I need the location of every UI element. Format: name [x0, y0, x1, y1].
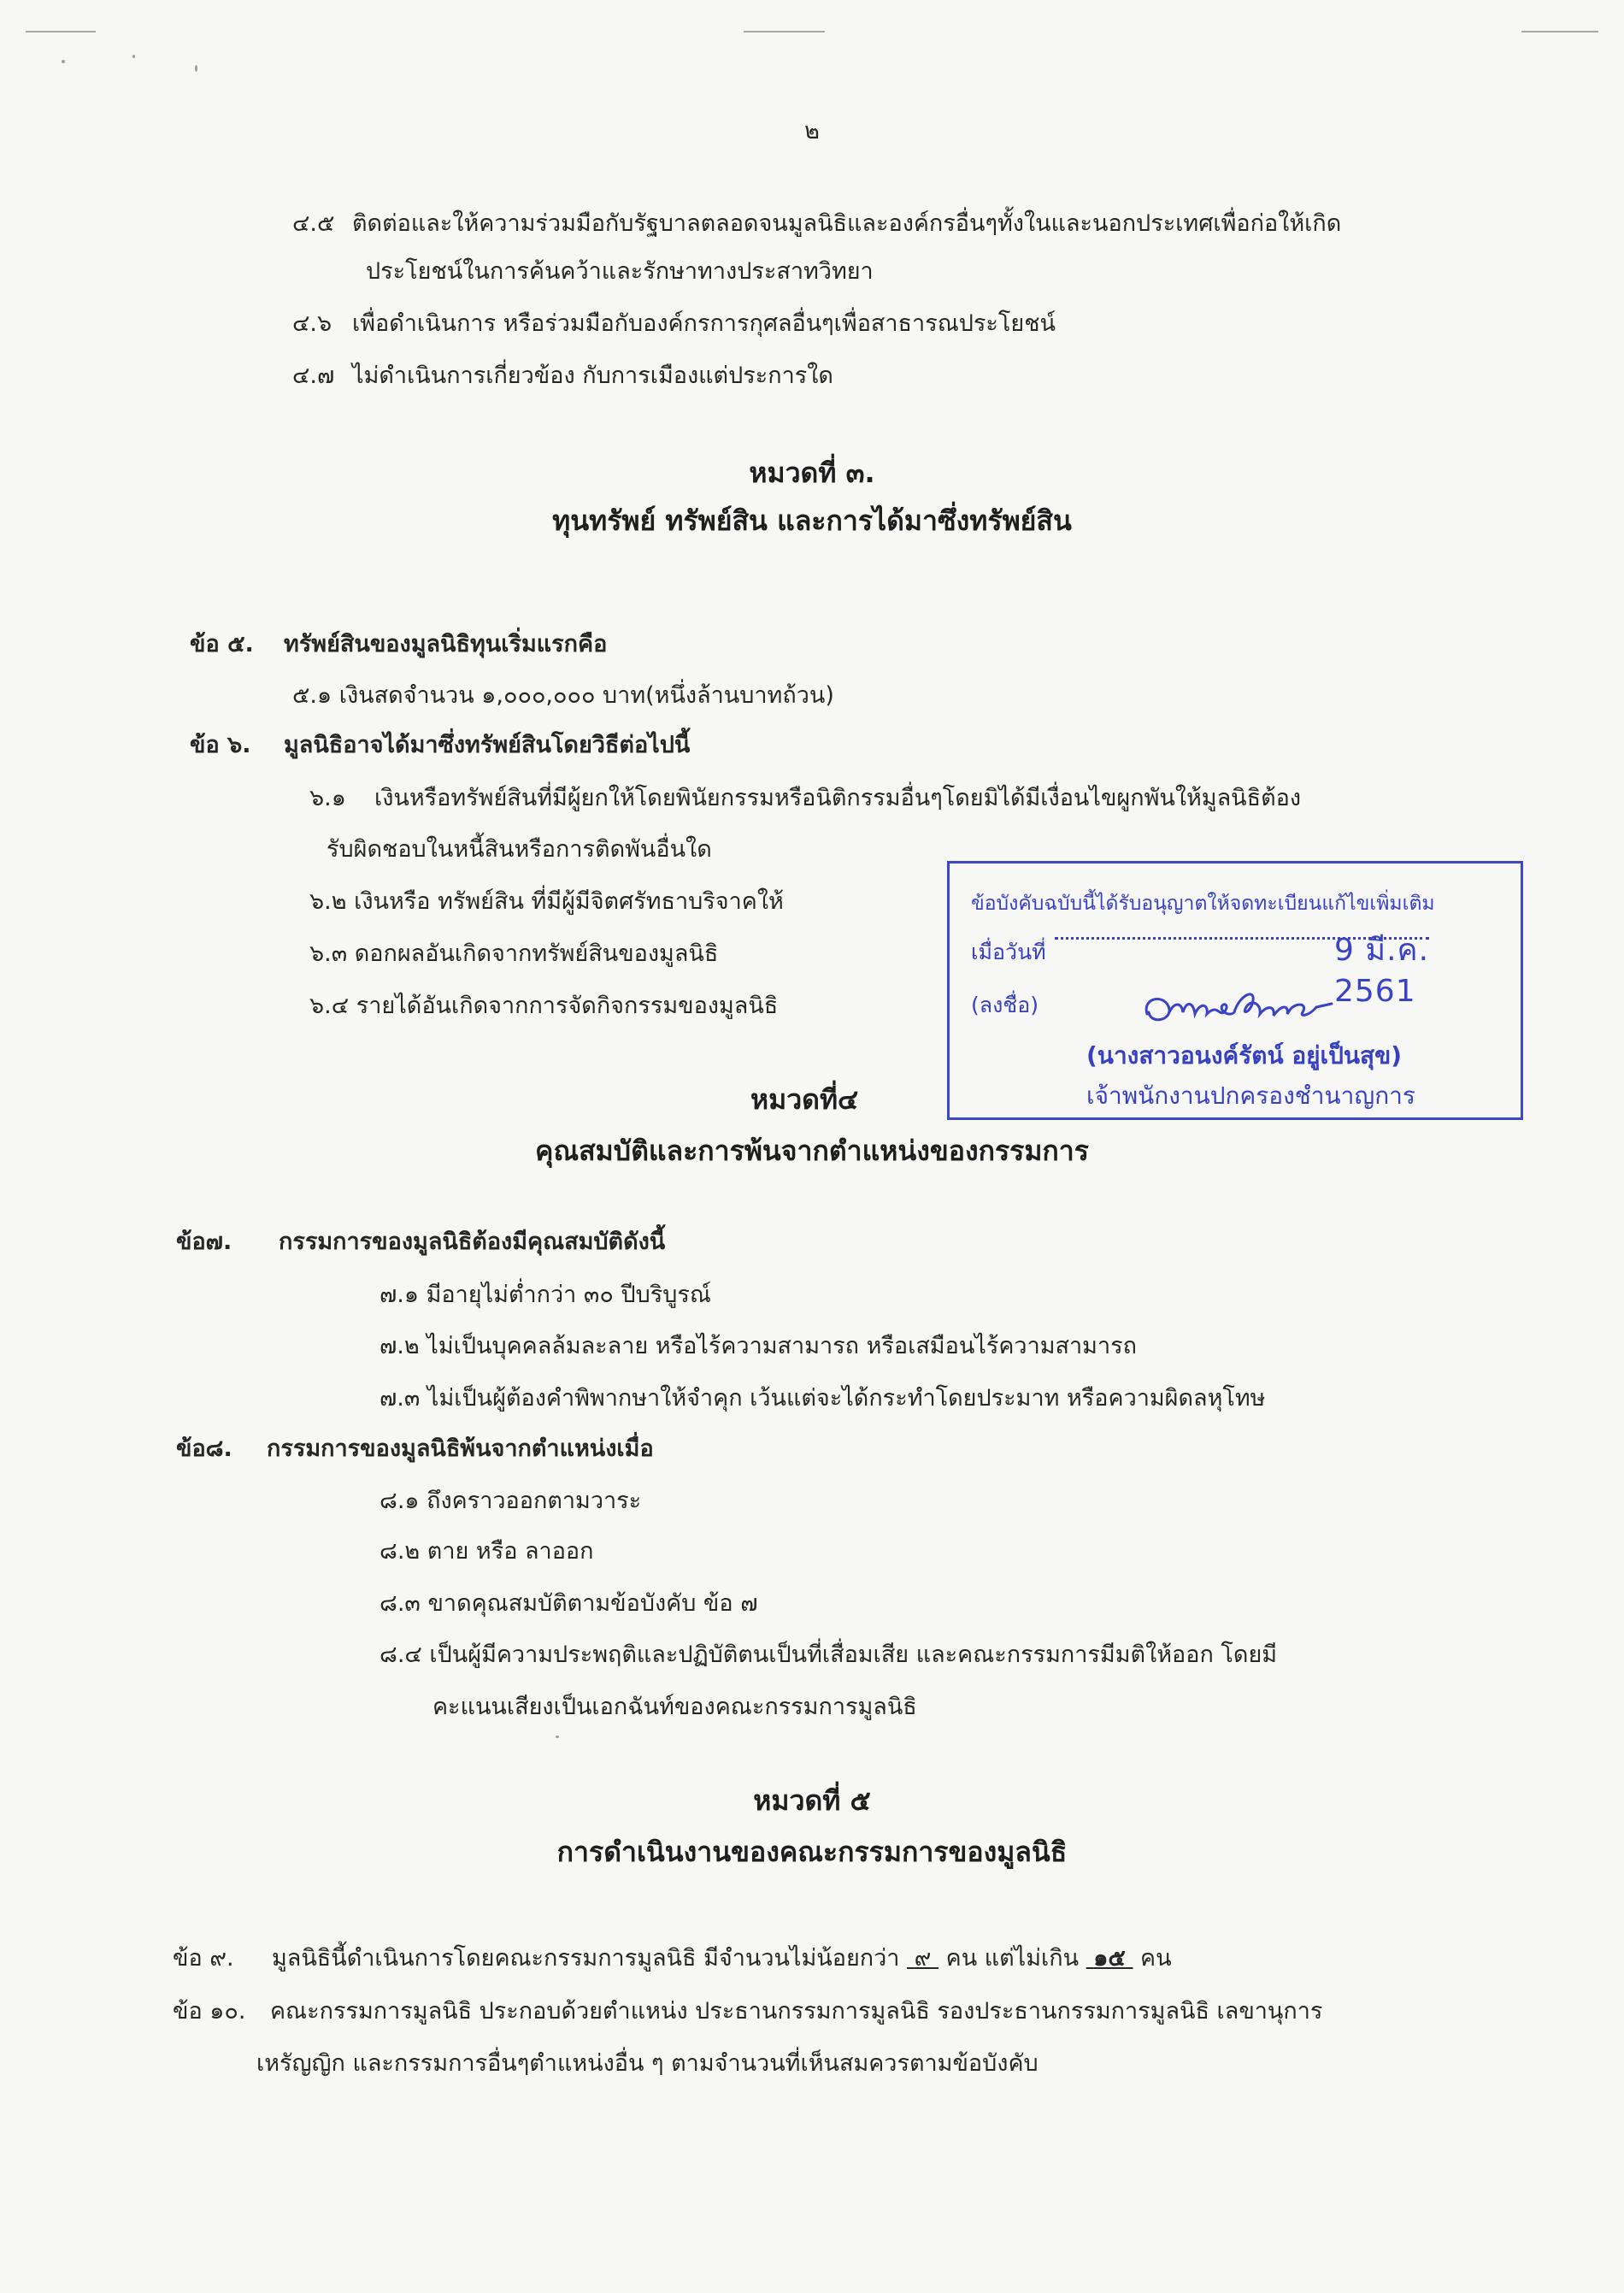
- stamp-officer-name: (นางสาวอนงค์รัตน์ อยู่เป็นสุข): [1086, 1041, 1403, 1070]
- item-6-4: ๖.๔ รายได้อันเกิดจากการจัดกิจกรรมของมูลนิธิ: [309, 993, 779, 1019]
- clause-9-min-value: ๙: [914, 1945, 932, 1972]
- item-8-1: ๘.๑ ถึงคราวออกตามวาระ: [380, 1488, 642, 1514]
- item-6-1-line2: รับผิดชอบในหนี้สินหรือการติดพันอื่นใด: [327, 836, 712, 863]
- clause-9-text-b: คน แต่ไม่เกิน: [945, 1945, 1080, 1972]
- stamp-date-value: 9 มี.ค. 2561: [1334, 933, 1430, 1009]
- item-6-1-line1: เงินหรือทรัพย์สินที่มีผู้ยกให้โดยพินัยกรรมหรือนิติกรรมอื่นๆโดยมิได้มีเงื่อนไขผูกพันให้มูลนิธิต้อง: [374, 785, 1302, 811]
- page-number: ๒: [804, 118, 820, 144]
- stamp-approval-text: ข้อบังคับฉบับนี้ได้รับอนุญาตให้จดทะเบียนแก้ไขเพิ่มเติม: [971, 893, 1435, 915]
- officer-signature: [1140, 978, 1337, 1038]
- clause-5-text: ทรัพย์สินของมูลนิธิทุนเริ่มแรกคือ: [284, 631, 608, 657]
- scan-speck: [62, 60, 65, 63]
- chapter-3-title: ทุนทรัพย์ ทรัพย์สิน และการได้มาซึ่งทรัพย์สิน: [552, 504, 1072, 537]
- item-5-1: ๕.๑ เงินสดจำนวน ๑,๐๐๐,๐๐๐ บาท(หนึ่งล้านบาทถ้วน): [292, 682, 834, 709]
- item-6-2: ๖.๒ เงินหรือ ทรัพย์สิน ที่มีผู้มีจิตศรัทธาบริจาคให้: [309, 888, 784, 915]
- registration-stamp: [947, 861, 1523, 1120]
- clause-9-text-a: มูลนิธินี้ดำเนินการโดยคณะกรรมการมูลนิธิ มีจำนวนไม่น้อยกว่า: [272, 1945, 900, 1972]
- item-7-2: ๗.๒ ไม่เป็นบุคคลล้มละลาย หรือไร้ความสามารถ หรือเสมือนไร้ความสามารถ: [380, 1333, 1137, 1359]
- chapter-5-title: การดำเนินงานของคณะกรรมการของมูลนิธิ: [556, 1836, 1068, 1868]
- item-6-3: ๖.๓ ดอกผลอันเกิดจากทรัพย์สินของมูลนิธิ: [309, 940, 719, 967]
- clause-6-label: ข้อ ๖.: [190, 732, 251, 758]
- item-7-3: ๗.๓ ไม่เป็นผู้ต้องคำพิพากษาให้จำคุก เว้นแต่จะได้กระทำโดยประมาท หรือความผิดลหุโทษ: [380, 1385, 1266, 1412]
- item-4-6-text: เพื่อดำเนินการ หรือร่วมมือกับองค์กรการกุศลอื่นๆเพื่อสาธารณประโยชน์: [352, 310, 1056, 337]
- clause-9-max-value: ๑๕: [1093, 1945, 1126, 1972]
- chapter-5-heading: หมวดที่ ๕: [753, 1784, 871, 1817]
- clause-8-label: ข้อ๘.: [176, 1435, 232, 1462]
- item-4-6-number: ๔.๖: [292, 310, 332, 337]
- chapter-4-heading: หมวดที่๔: [750, 1083, 859, 1116]
- clause-9-min-members: [907, 1945, 939, 1972]
- clause-8-text: กรรมการของมูลนิธิพ้นจากตำแหน่งเมื่อ: [267, 1435, 654, 1462]
- clause-9-max-members: [1086, 1945, 1133, 1972]
- item-8-3: ๘.๓ ขาดคุณสมบัติตามข้อบังคับ ข้อ ๗: [380, 1590, 758, 1617]
- chapter-4-title: คุณสมบัติและการพ้นจากตำแหน่งของกรรมการ: [535, 1135, 1089, 1167]
- clause-10-label: ข้อ ๑๐.: [173, 1998, 246, 2025]
- clause-9-text: [272, 1942, 1172, 1976]
- stamp-date-label: เมื่อวันที่: [971, 940, 1046, 964]
- scan-speck: [195, 65, 197, 72]
- scan-speck: [556, 1736, 559, 1738]
- clause-5-label: ข้อ ๕.: [190, 631, 254, 657]
- clause-9-text-c: คน: [1140, 1945, 1172, 1972]
- item-4-5-line1: ติดต่อและให้ความร่วมมือกับรัฐบาลตลอดจนมูลนิธิและองค์กรอื่นๆทั้งในและนอกประเทศเพื่อก่อให้เกิด: [352, 210, 1342, 237]
- stamp-sign-label: (ลงชื่อ): [971, 993, 1039, 1017]
- item-8-4-line1: ๘.๔ เป็นผู้มีความประพฤติและปฏิบัติตนเป็นที่เสื่อมเสีย และคณะกรรมการมีมติให้ออก โดยมี: [380, 1642, 1278, 1668]
- clause-10-line1: คณะกรรมการมูลนิธิ ประกอบด้วยตำแหน่ง ประธานกรรมการมูลนิธิ รองประธานกรรมการมูลนิธิ เลขานุการ: [270, 1998, 1323, 2025]
- clause-6-text: มูลนิธิอาจได้มาซึ่งทรัพย์สินโดยวิธีต่อไปนี้: [284, 732, 691, 758]
- scan-mark: [26, 31, 96, 32]
- item-4-5-line2: ประโยชน์ในการค้นคว้าและรักษาทางประสาทวิทยา: [366, 258, 874, 285]
- clause-7-label: ข้อ๗.: [176, 1229, 232, 1255]
- item-4-7-number: ๔.๗: [292, 363, 335, 389]
- chapter-3-heading: หมวดที่ ๓.: [749, 457, 875, 489]
- item-8-4-line2: คะแนนเสียงเป็นเอกฉันท์ของคณะกรรมการมูลนิธิ: [432, 1694, 917, 1720]
- item-4-5-number: ๔.๕: [292, 210, 335, 237]
- scan-mark: [744, 31, 825, 32]
- item-6-1-number: ๖.๑: [309, 785, 346, 811]
- clause-10-line2: เหรัญญิก และกรรมการอื่นๆตำแหน่งอื่น ๆ ตามจำนวนที่เห็นสมควรตามข้อบังคับ: [256, 2050, 1039, 2077]
- scan-mark: [1521, 31, 1598, 32]
- stamp-officer-position: เจ้าพนักงานปกครองชำนาญการ: [1086, 1082, 1415, 1110]
- clause-9-label: ข้อ ๙.: [173, 1945, 234, 1972]
- item-7-1: ๗.๑ มีอายุไม่ต่ำกว่า ๓๐ ปีบริบูรณ์: [380, 1282, 711, 1308]
- item-8-2: ๘.๒ ตาย หรือ ลาออก: [380, 1538, 594, 1565]
- clause-7-text: กรรมการของมูลนิธิต้องมีคุณสมบัติดังนี้: [279, 1229, 666, 1255]
- item-4-7-text: ไม่ดำเนินการเกี่ยวข้อง กับการเมืองแต่ประการใด: [352, 363, 833, 389]
- scan-speck: [132, 55, 135, 58]
